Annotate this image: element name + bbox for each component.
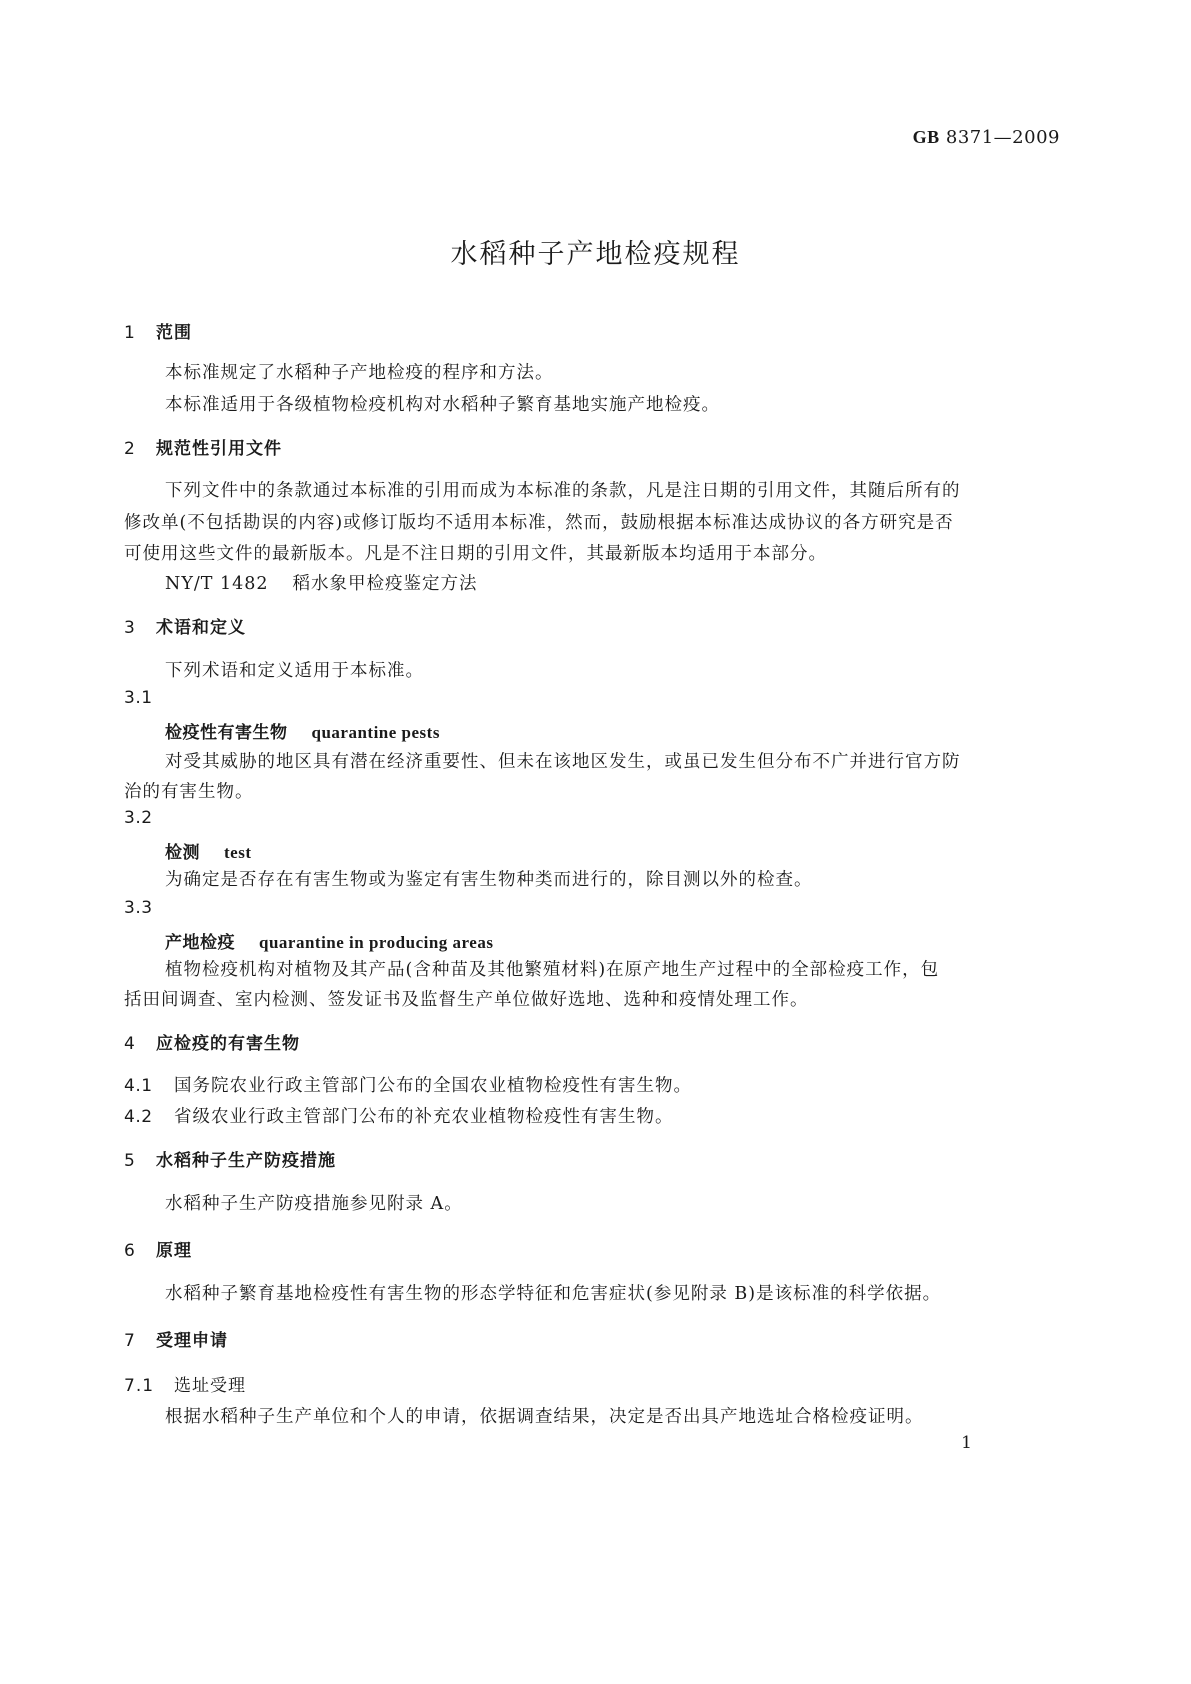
section-2-line-2: 修改单(不包括勘误的内容)或修订版均不适用本标准，然而，鼓励根据本标准达成协议的各方研究是否	[124, 513, 954, 533]
section-title: 原理	[156, 1241, 192, 1261]
section-4-item-2	[124, 1103, 674, 1128]
section-1-paragraph-1: 本标准规定了水稻种子产地检疫的程序和方法。	[165, 363, 554, 383]
normative-reference	[165, 570, 478, 595]
standard-code-prefix: GB	[912, 127, 940, 147]
term-en: quarantine pests	[311, 723, 440, 742]
section-title: 受理申请	[156, 1331, 228, 1351]
section-title: 应检疫的有害生物	[156, 1034, 300, 1054]
term-3-3-title	[165, 928, 493, 953]
section-5-heading	[124, 1146, 336, 1171]
section-number: 4	[124, 1034, 136, 1054]
term-cn: 检疫性有害生物	[165, 723, 288, 743]
term-3-1-definition-line-1: 对受其威胁的地区具有潜在经济重要性、但未在该地区发生，或虽已发生但分布不广并进行官方防	[165, 752, 961, 772]
section-6-paragraph: 水稻种子繁育基地检疫性有害生物的形态学特征和危害症状(参见附录 B)是该标准的科学依据。	[165, 1284, 942, 1304]
section-number: 3	[124, 618, 136, 638]
section-number: 2	[124, 439, 136, 459]
section-2-heading	[124, 434, 282, 459]
subsection-7-1-paragraph: 根据水稻种子生产单位和个人的申请，依据调查结果，决定是否出具产地选址合格检疫证明。	[165, 1407, 924, 1427]
item-text: 国务院农业行政主管部门公布的全国农业植物检疫性有害生物。	[174, 1076, 692, 1096]
section-number: 1	[124, 323, 136, 343]
section-2-line-3: 可使用这些文件的最新版本。凡是不注日期的引用文件，其最新版本均适用于本部分。	[124, 544, 827, 564]
item-number: 4.1	[124, 1076, 153, 1096]
section-title: 范围	[156, 323, 192, 343]
section-2-line-1: 下列文件中的条款通过本标准的引用而成为本标准的条款，凡是注日期的引用文件，其随后所有的	[165, 481, 961, 501]
term-3-3-definition-line-2: 括田间调查、室内检测、签发证书及监督生产单位做好选地、选种和疫情处理工作。	[124, 990, 809, 1010]
term-3-2-number: 3.2	[124, 808, 153, 828]
section-number: 6	[124, 1241, 136, 1261]
term-cn: 产地检疫	[165, 933, 235, 953]
term-3-1-number: 3.1	[124, 688, 153, 708]
section-number: 7	[124, 1331, 136, 1351]
term-3-3-number: 3.3	[124, 898, 153, 918]
reference-code: NY/T 1482	[165, 574, 269, 594]
section-4-item-1	[124, 1072, 692, 1097]
section-6-heading	[124, 1236, 192, 1261]
section-7-heading	[124, 1326, 228, 1351]
section-4-heading	[124, 1029, 300, 1054]
subsection-number: 7.1	[124, 1376, 155, 1396]
page-number: 1	[961, 1433, 972, 1453]
section-1-heading	[124, 318, 192, 343]
item-number: 4.2	[124, 1107, 153, 1127]
section-3-heading	[124, 613, 246, 638]
term-3-1-title	[165, 718, 440, 743]
term-cn: 检测	[165, 843, 200, 863]
section-5-paragraph: 水稻种子生产防疫措施参见附录 A。	[165, 1194, 463, 1214]
reference-title: 稻水象甲检疫鉴定方法	[292, 574, 478, 594]
section-title: 规范性引用文件	[156, 439, 282, 459]
term-en: quarantine in producing areas	[259, 933, 494, 952]
subsection-title: 选址受理	[174, 1376, 246, 1396]
term-3-3-definition-line-1: 植物检疫机构对植物及其产品(含种苗及其他繁殖材料)在原产地生产过程中的全部检疫工作，包	[165, 960, 940, 980]
term-en: test	[224, 843, 252, 862]
subsection-7-1-heading	[124, 1371, 246, 1396]
term-3-2-definition: 为确定是否存在有害生物或为鉴定有害生物种类而进行的，除目测以外的检查。	[165, 870, 813, 890]
term-3-1-definition-line-2: 治的有害生物。	[124, 782, 254, 802]
term-3-2-title	[165, 838, 251, 863]
section-title: 水稻种子生产防疫措施	[156, 1151, 336, 1171]
item-text: 省级农业行政主管部门公布的补充农业植物检疫性有害生物。	[174, 1107, 674, 1127]
section-1-paragraph-2: 本标准适用于各级植物检疫机构对水稻种子繁育基地实施产地检疫。	[165, 395, 720, 415]
section-number: 5	[124, 1151, 136, 1171]
section-3-intro: 下列术语和定义适用于本标准。	[165, 661, 424, 681]
document-title: 水稻种子产地检疫规程	[450, 239, 741, 270]
standard-code-number: 8371—2009	[945, 127, 1060, 148]
section-title: 术语和定义	[156, 618, 246, 638]
standard-code	[913, 127, 1060, 148]
